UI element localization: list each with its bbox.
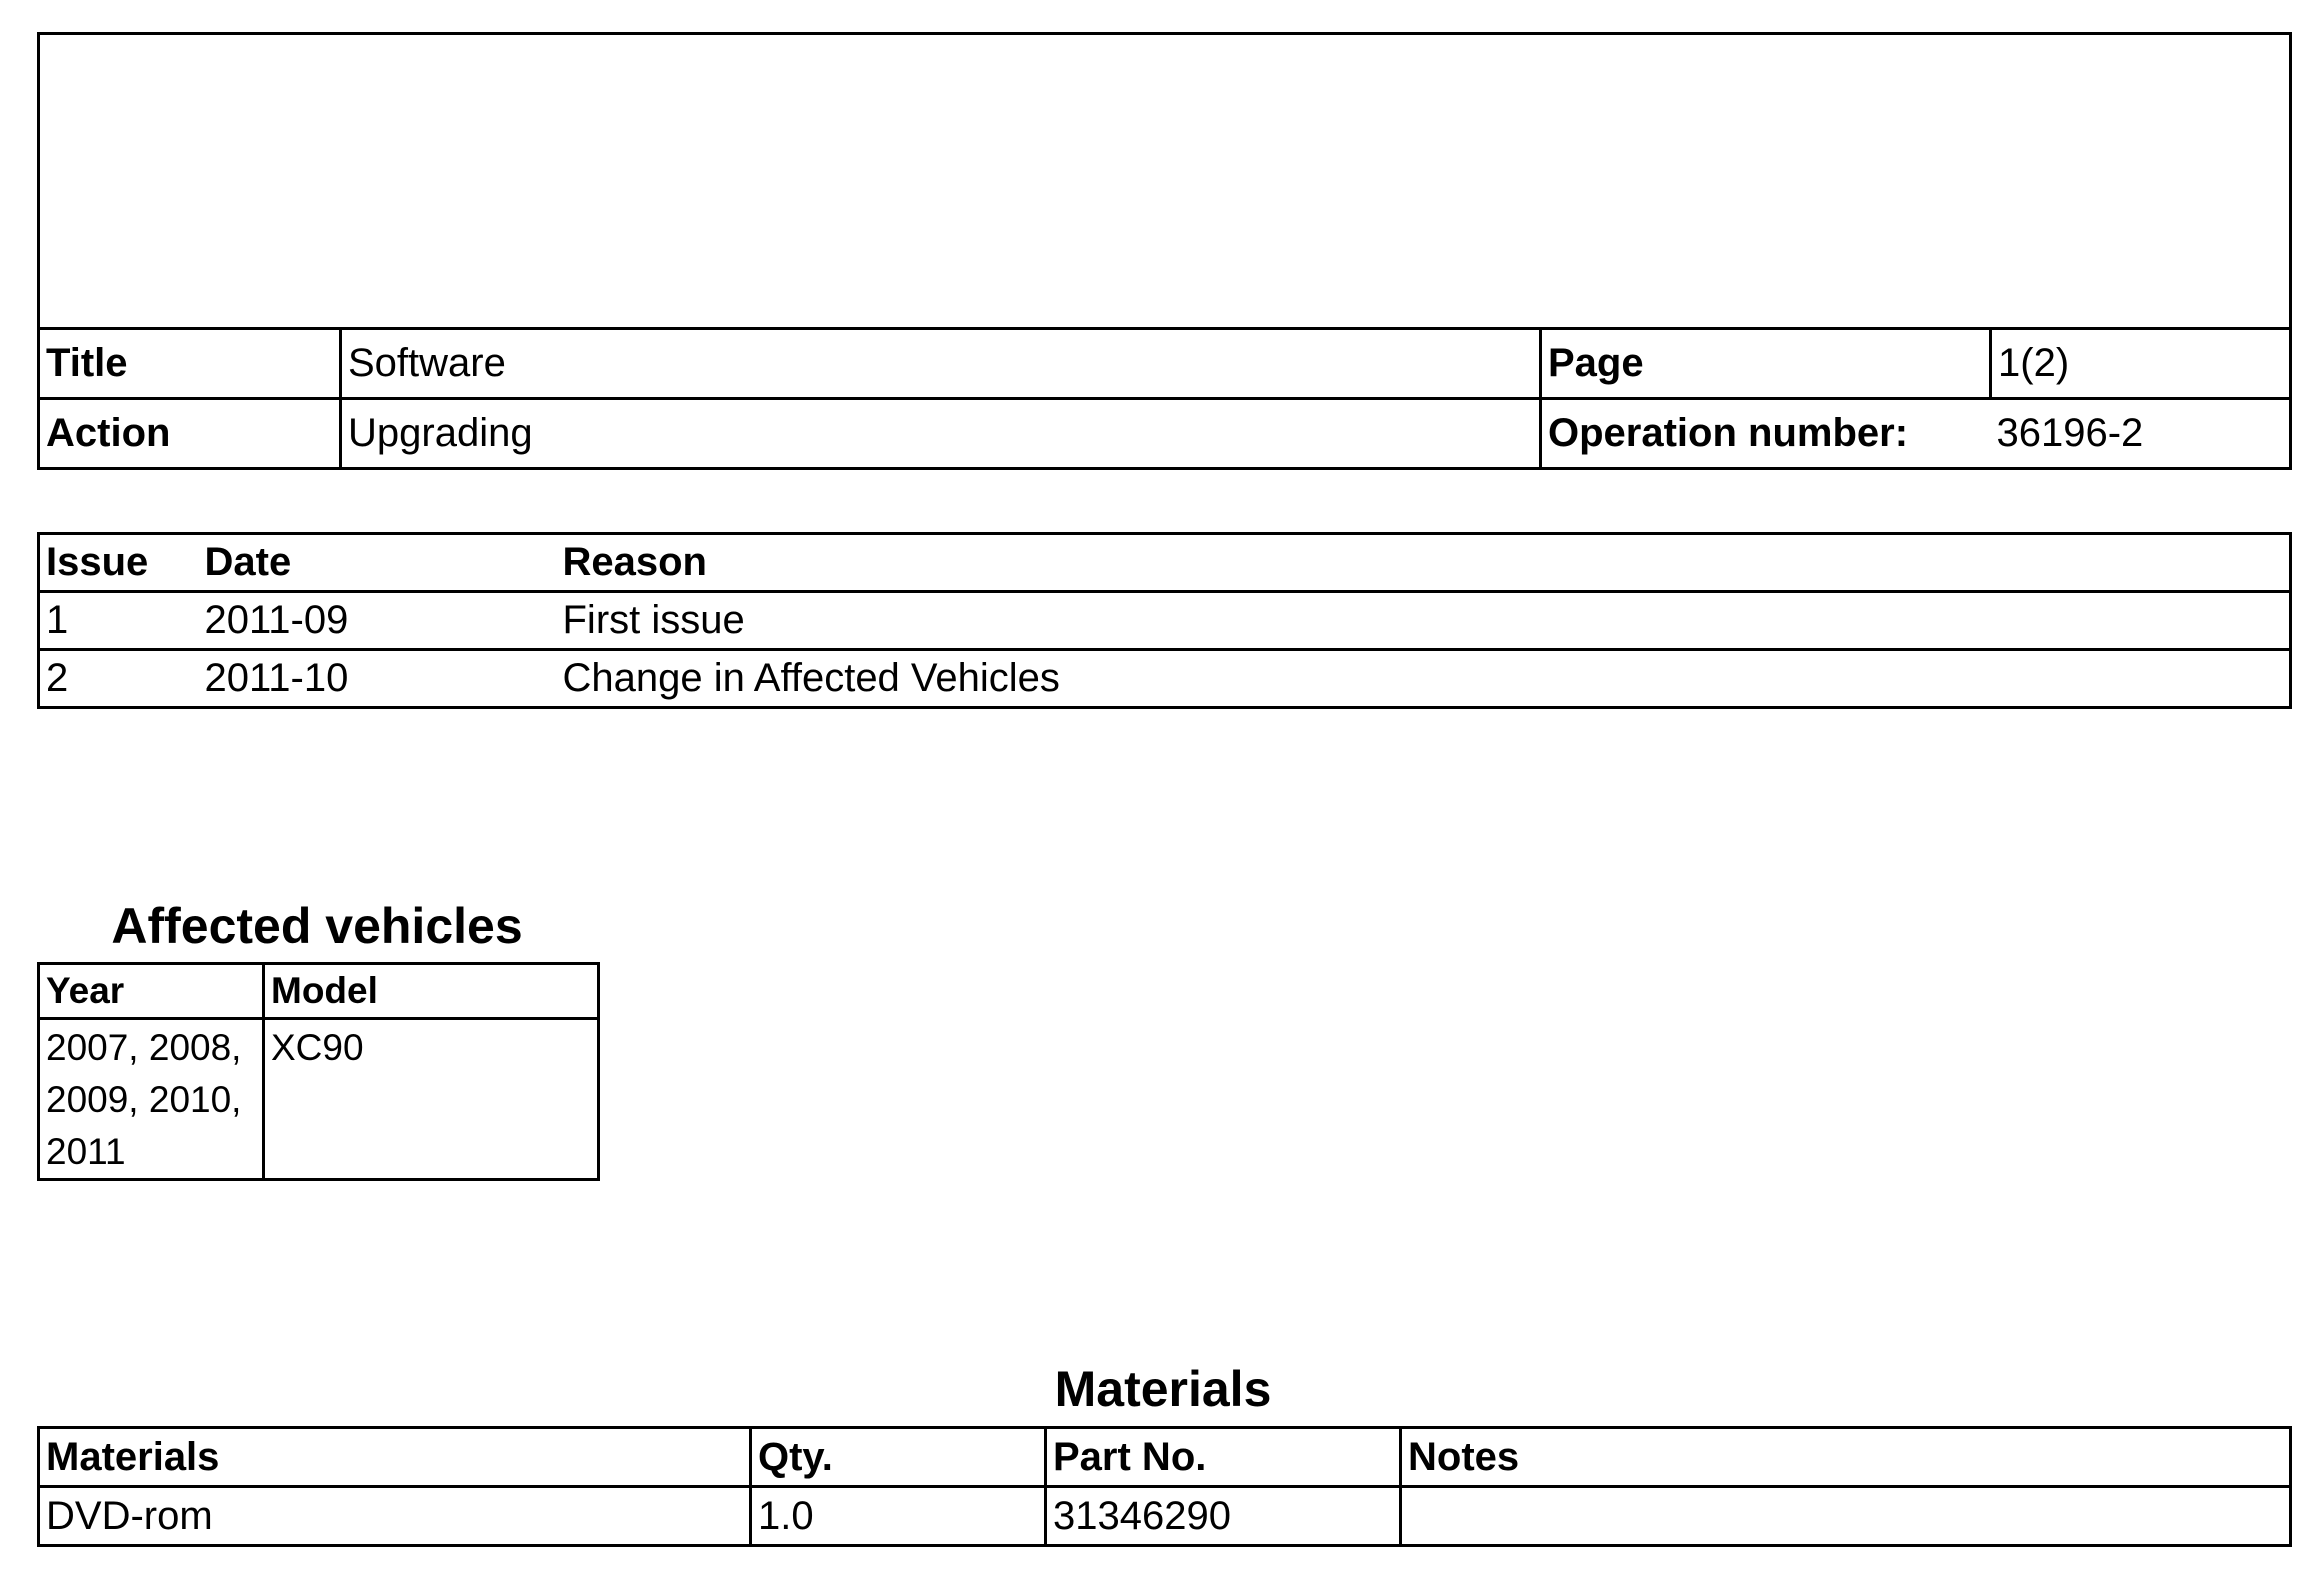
page-label: Page bbox=[1541, 329, 1991, 399]
operation-number-value: 36196-2 bbox=[1991, 399, 2291, 469]
logo-area bbox=[39, 34, 2291, 329]
affected-vehicles-heading: Affected vehicles bbox=[111, 898, 523, 954]
title-value: Software bbox=[341, 329, 1541, 399]
material-name: DVD-rom bbox=[39, 1487, 751, 1546]
year-header: Year bbox=[39, 964, 264, 1019]
header-blank-area bbox=[39, 34, 2291, 329]
action-value: Upgrading bbox=[341, 399, 1541, 469]
issue-table-header bbox=[39, 534, 2291, 592]
vehicles-table-header bbox=[39, 964, 599, 1019]
title-label: Title bbox=[39, 329, 341, 399]
material-qty: 1.0 bbox=[751, 1487, 1046, 1546]
vehicle-model: XC90 bbox=[264, 1019, 599, 1180]
issue-header: Issue bbox=[39, 534, 199, 592]
issue-date: 2011-10 bbox=[199, 650, 557, 708]
action-row bbox=[39, 399, 2291, 469]
issue-number: 1 bbox=[39, 592, 199, 650]
issue-date: 2011-09 bbox=[199, 592, 557, 650]
notes-header: Notes bbox=[1401, 1428, 2291, 1487]
issue-number: 2 bbox=[39, 650, 199, 708]
issue-reason: Change in Affected Vehicles bbox=[557, 650, 2291, 708]
model-header: Model bbox=[264, 964, 599, 1019]
table-row bbox=[39, 650, 2291, 708]
operation-number-label: Operation number: bbox=[1541, 399, 1991, 469]
vehicle-years: 2007, 2008, 2009, 2010, 2011 bbox=[39, 1019, 264, 1180]
action-label: Action bbox=[39, 399, 341, 469]
material-notes bbox=[1401, 1487, 2291, 1546]
materials-table-header bbox=[39, 1428, 2291, 1487]
materials-table bbox=[37, 1426, 2292, 1547]
material-part-number: 31346290 bbox=[1046, 1487, 1401, 1546]
qty-header: Qty. bbox=[751, 1428, 1046, 1487]
date-header: Date bbox=[199, 534, 557, 592]
materials-heading: Materials bbox=[1054, 1361, 1272, 1417]
part-no-header: Part No. bbox=[1046, 1428, 1401, 1487]
table-row bbox=[39, 1487, 2291, 1546]
issue-history-table bbox=[37, 532, 2292, 709]
table-row bbox=[39, 1019, 599, 1180]
page-value: 1(2) bbox=[1991, 329, 2291, 399]
affected-vehicles-table bbox=[37, 962, 600, 1181]
materials-header: Materials bbox=[39, 1428, 751, 1487]
title-row bbox=[39, 329, 2291, 399]
issue-reason: First issue bbox=[557, 592, 2291, 650]
table-row bbox=[39, 592, 2291, 650]
document-header-table bbox=[37, 32, 2292, 470]
reason-header: Reason bbox=[557, 534, 2291, 592]
